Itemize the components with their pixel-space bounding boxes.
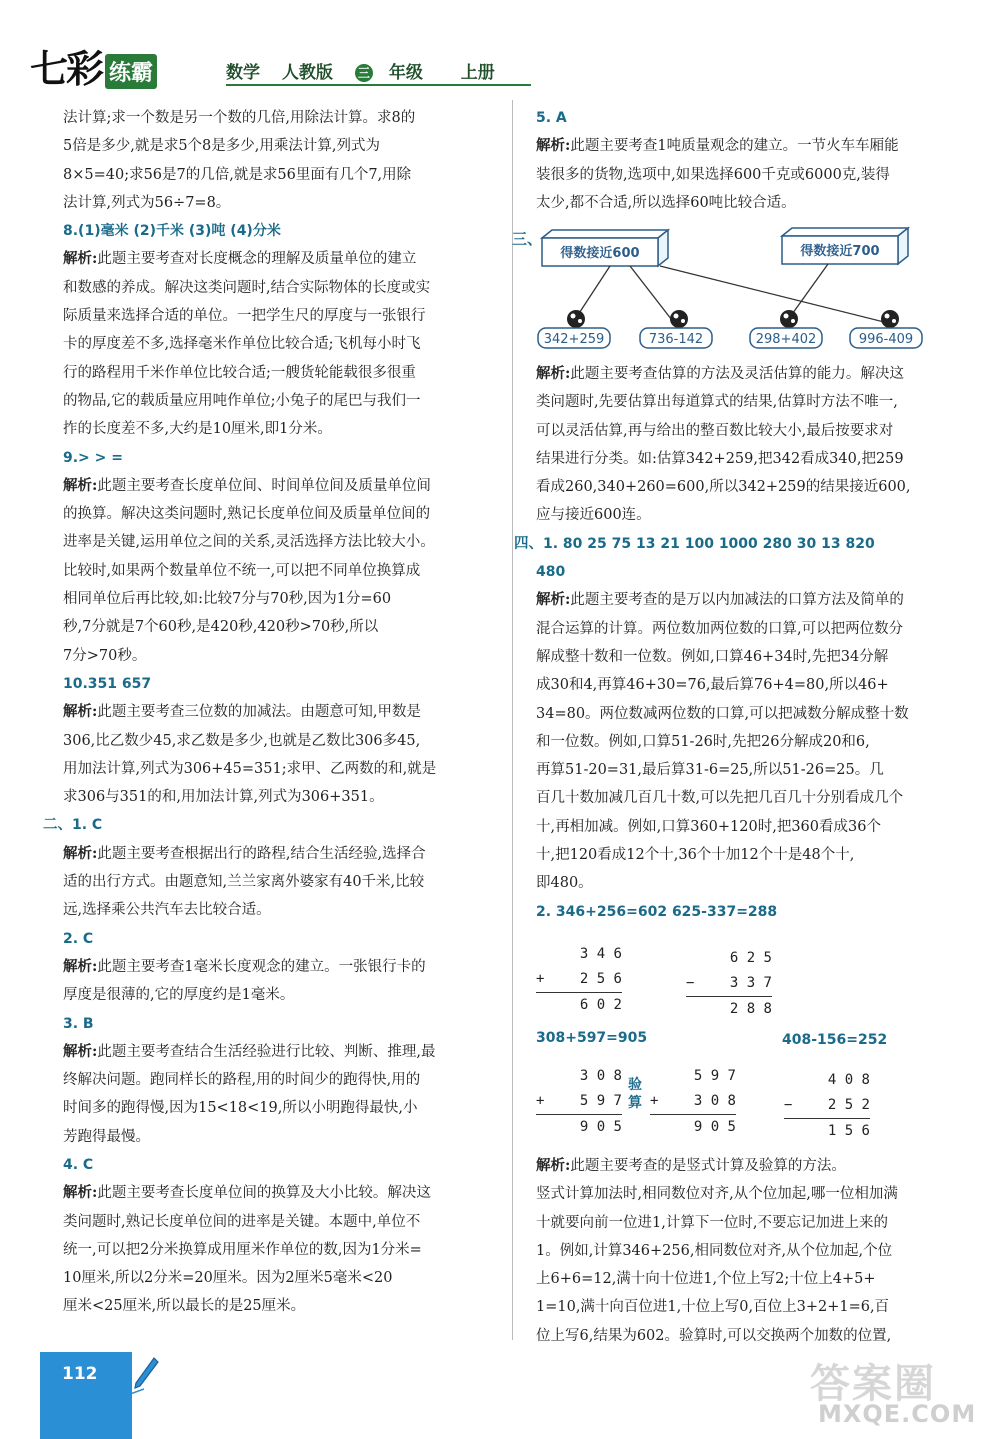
edition: 人教版	[281, 63, 333, 83]
text-line: 解成整十数和一位数。例如,口算46+34时,先把34分解	[536, 648, 889, 665]
volume: 上册	[460, 63, 495, 83]
text-line: 的换算。解决这类问题时,熟记长度单位间及质量单位间的	[63, 506, 431, 523]
calc-625-337	[686, 946, 772, 1022]
text-line: 的物品,它的载质量应用吨作单位;小兔子的尾巴与我们一	[63, 392, 421, 409]
answer-2-3: 3. B	[63, 1015, 94, 1032]
text-line: 位上写6,结果为602。验算时,可以交换两个加数的位置,	[536, 1327, 892, 1344]
calc-mid-row	[650, 1089, 736, 1114]
brand-logo	[30, 38, 157, 93]
answer-4-2: 2. 346+256=602 625-337=288	[536, 903, 778, 920]
text-line: 终解决问题。跑同样长的路程,用的时间少的跑得快,用的	[63, 1072, 421, 1089]
calc-top: 3 0 8	[579, 1068, 622, 1084]
box-700	[782, 228, 908, 264]
text-line: 1=10,满十向百位进1,十位上写0,百位上3+2+1=6,百	[536, 1299, 890, 1316]
answer-text: 1. 80 25 75 13 21 100 1000 280 30 13 820	[543, 535, 875, 552]
text-line: 混合运算的计算。两位数加两位数的口算,可以把两位数分	[536, 620, 904, 637]
text-line: 装很多的货物,选项中,如果选择600千克或6000克,装得	[536, 166, 890, 183]
text-line: 1。例如,计算346+256,相同数位对齐,从个位加起,个位	[536, 1242, 893, 1259]
expression: 298+402	[755, 332, 817, 347]
text-line: 相同单位后再比较,如:比较7分与70秒,因为1分=60	[63, 591, 392, 608]
vertical-calculations	[536, 942, 968, 1152]
analysis-label: 解析:	[536, 1157, 571, 1174]
text-line: 太少,都不合适,所以选择60吨比较合适。	[536, 194, 796, 211]
analysis-label: 解析:	[63, 1184, 98, 1202]
book-info	[226, 58, 511, 83]
text-line: 此题主要考查的是万以内加减法的口算方法及简单的	[570, 592, 904, 609]
text-line: 法计算,列式为56÷7=8。	[63, 194, 231, 211]
text-line: 上6+6=12,满十向十位进1,个位上写2;十位上4+5+	[536, 1271, 876, 1288]
analysis-label: 解析:	[63, 844, 98, 862]
calc-mid: 2 5 2	[827, 1097, 870, 1113]
text-line: 7分>70秒。	[63, 647, 147, 664]
analysis-label: 解析:	[63, 476, 98, 494]
calc-top: 5 9 7	[693, 1068, 736, 1084]
equation-408-156: 408-156=252	[782, 1032, 888, 1048]
text-line: 十,再相加减。例如,口算360+120时,把360看成36个	[536, 818, 881, 835]
calc-top: 3 4 6	[579, 946, 622, 962]
analysis-2-4	[63, 1179, 495, 1207]
calc-mid: 3 0 8	[693, 1093, 736, 1109]
subject: 数学	[226, 63, 260, 83]
logo-text: 七彩	[30, 47, 103, 91]
analysis-3	[536, 360, 968, 388]
analysis-label: 解析:	[63, 250, 98, 268]
text-line: 此题主要考查1毫米长度观念的建立。一张银行卡的	[97, 958, 426, 975]
text-line: 此题主要考查1吨质量观念的建立。一节火车车厢能	[570, 138, 899, 155]
calc-mid-row	[536, 967, 622, 992]
text-line: 5倍是多少,就是求5个8是多少,用乘法计算,列式为	[63, 138, 381, 155]
calc-top: 4 0 8	[827, 1072, 870, 1088]
text-line: 进率是关键,运用单位之间的关系,灵活选择方法比较大小。	[63, 534, 435, 551]
text-line: 和一位数。例如,口算51-26时,先把26分解成20和6,	[536, 733, 870, 750]
page-number: 112	[62, 1364, 98, 1384]
analysis-2-3	[63, 1038, 495, 1066]
calc-result: 2 8 8	[686, 996, 772, 1022]
text-line: 此题主要考查长度单位间的换算及大小比较。解决这	[97, 1185, 431, 1202]
text-line: 此题主要考查根据出行的路程,结合生活经验,选择合	[97, 845, 426, 862]
analysis-label: 解析:	[536, 591, 571, 609]
text-line: 秒,7分就是7个60秒,是420秒,420秒>70秒,所以	[63, 619, 379, 636]
text-line: 10厘米,所以2分米=20厘米。因为2厘米5毫米<20	[63, 1270, 393, 1287]
expression-cards	[538, 328, 922, 348]
pencil-icon	[130, 1356, 160, 1396]
right-column-bottom	[536, 1152, 968, 1350]
analysis-9	[63, 472, 495, 500]
answer-8: 8.(1)毫米 (2)千米 (3)吨 (4)分米	[63, 223, 281, 240]
watermark-title: 答案圈	[810, 1361, 936, 1407]
calc-op: −	[784, 1097, 793, 1113]
text-line: 适的出行方式。由题意知,兰兰家离外婆家有40千米,比较	[63, 874, 425, 891]
text-line: 应与接近600连。	[536, 507, 651, 524]
calc-op: +	[536, 1093, 545, 1109]
right-column-middle	[514, 360, 968, 926]
text-line: 类问题时,熟记长度单位间的进率是关键。本题中,单位不	[63, 1213, 421, 1230]
connecting-lines	[572, 264, 892, 324]
analysis-label: 解析:	[63, 703, 98, 721]
header-rule	[226, 84, 531, 86]
answer-2-4: 4. C	[63, 1156, 94, 1173]
check-label: 验算	[628, 1077, 642, 1111]
section-number: 三、	[512, 230, 543, 248]
calc-346-256	[536, 942, 622, 1018]
answer-text: 1. C	[72, 817, 103, 834]
text-line: 即480。	[536, 875, 593, 892]
analysis-2-5	[536, 132, 968, 160]
text-line: 法计算;求一个数是另一个数的几倍,用除法计算。求8的	[63, 110, 416, 126]
analysis-label: 解析:	[536, 365, 571, 382]
analysis-label: 解析:	[536, 137, 571, 155]
text-line: 34=80。两位数减两位数的口算,可以把减数分解成整十数	[536, 705, 909, 722]
grade-number-badge: 三	[355, 64, 373, 82]
text-line: 此题主要考查三位数的加减法。由题意可知,甲数是	[97, 704, 421, 721]
text-line: 十就要向前一位进1,计算下一位时,不要忘记加进上来的	[536, 1214, 888, 1231]
analysis-8	[63, 245, 495, 273]
text-line: 十,把120看成12个十,36个十加12个十是48个十,	[536, 847, 855, 864]
text-line: 统一,可以把2分米换算成用厘米作单位的数,因为1分米=	[63, 1241, 422, 1258]
calc-result: 9 0 5	[650, 1114, 736, 1140]
text-line: 时间多的跑得慢,因为15<18<19,所以小明跑得最快,小	[63, 1100, 418, 1117]
right-column-top	[536, 104, 968, 217]
text-line: 远,选择乘公共汽车去比较合适。	[63, 902, 271, 919]
matching-diagram	[510, 224, 950, 354]
text-line: 芳跑得最慢。	[63, 1128, 150, 1145]
expression: 342+259	[543, 332, 605, 347]
box-label: 得数接近600	[560, 246, 640, 261]
analysis-label: 解析:	[63, 957, 98, 975]
answer-4-1	[514, 530, 968, 558]
calc-op: −	[686, 975, 695, 991]
text-line: 看成260,340+260=600,所以342+259的结果接近600,	[536, 479, 911, 496]
text-line: 和数感的养成。解决这类问题时,结合实际物体的长度或实	[63, 279, 431, 296]
answer-10: 10.351 657	[63, 675, 152, 692]
logo-box: 练霸	[105, 54, 157, 89]
analysis-4-1	[536, 586, 968, 614]
calc-mid: 5 9 7	[579, 1093, 622, 1109]
answer-2-1	[43, 811, 495, 839]
text-line: 际质量来选择合适的单位。一把学生尺的厚度与一张银行	[63, 308, 426, 325]
answer-4-1-cont: 480	[536, 564, 566, 581]
expression: 736-142	[648, 332, 704, 347]
calc-308-597	[536, 1064, 622, 1140]
grade	[355, 63, 439, 83]
calc-mid: 3 3 7	[729, 975, 772, 991]
text-line: 此题主要考查估算的方法及灵活估算的能力。解决这	[570, 366, 904, 382]
text-line: 厚度是很薄的,它的厚度约是1毫米。	[63, 987, 295, 1004]
analysis-4-2	[536, 1152, 968, 1180]
section-number: 二、	[43, 817, 72, 834]
text-line: 厘米<25厘米,所以最长的是25厘米。	[63, 1298, 306, 1315]
calc-mid-row	[686, 971, 772, 996]
text-line: 百几十数加减几百几十数,可以先把几百几十分别看成几个	[536, 790, 904, 807]
section-number: 四、	[514, 535, 543, 552]
calc-mid: 2 5 6	[579, 971, 622, 987]
expression: 996-409	[858, 332, 914, 347]
calc-408-156	[784, 1068, 870, 1144]
text-line: 此题主要考查对长度概念的理解及质量单位的建立	[97, 251, 417, 268]
equation-308-597: 308+597=905	[536, 1030, 648, 1046]
text-line: 成30和4,再算46+30=76,最后算76+4=80,所以46+	[536, 677, 889, 694]
analysis-2-1	[63, 840, 495, 868]
text-line: 此题主要考查的是竖式计算及验算的方法。	[570, 1158, 846, 1174]
calc-result: 1 5 6	[784, 1118, 870, 1144]
text-line: 比较时,如果两个数量单位不统一,可以把不同单位换算成	[63, 562, 421, 579]
calc-result: 9 0 5	[536, 1114, 622, 1140]
analysis-10	[63, 698, 495, 726]
text-line: 竖式计算加法时,相同数位对齐,从个位加起,哪一位相加满	[536, 1186, 898, 1203]
box-label: 得数接近700	[800, 244, 880, 259]
answer-2-5: 5. A	[536, 110, 567, 126]
text-line: 类问题时,先要估算出每道算式的结果,估算时方法不唯一,	[536, 394, 898, 411]
answer-2-2: 2. C	[63, 930, 94, 947]
page-header	[30, 36, 510, 92]
calc-top: 6 2 5	[729, 950, 772, 966]
text-line: 8×5=40;求56是7的几倍,就是求56里面有几个7,用除	[63, 166, 412, 183]
text-line: 此题主要考查结合生活经验进行比较、判断、推理,最	[97, 1043, 436, 1060]
analysis-2-2	[63, 953, 495, 981]
calc-597-308	[650, 1064, 736, 1140]
box-600	[542, 230, 668, 266]
calc-op: +	[650, 1093, 659, 1109]
text-line: 可以灵活估算,再与给出的整百数比较大小,最后按要求对	[536, 422, 894, 439]
text-line: 行的路程用千米作单位比较合适;一艘货轮能载很多很重	[63, 364, 416, 381]
text-line: 结果进行分类。如:估算342+259,把342看成340,把259	[536, 450, 904, 467]
grade-label: 年级	[388, 63, 423, 83]
calc-op: +	[536, 971, 545, 987]
text-line: 卡的厚度差不多,选择毫米作单位比较合适;飞机每小时飞	[63, 336, 421, 353]
analysis-label: 解析:	[63, 1042, 98, 1060]
watermark-url: MXQE.COM	[818, 1400, 977, 1428]
text-line: 再算51-20=31,最后算31-6=25,所以51-26=25。几	[536, 762, 884, 779]
text-line: 求306与351的和,用加法计算,列式为306+351。	[63, 789, 384, 806]
calc-mid-row	[784, 1093, 870, 1118]
calc-mid-row	[536, 1089, 622, 1114]
page-number-tab	[40, 1352, 132, 1439]
calc-result: 6 0 2	[536, 992, 622, 1018]
text-line: 306,比乙数少45,求乙数是多少,也就是乙数比306多45,	[63, 732, 421, 749]
left-column	[43, 104, 495, 1321]
text-line: 此题主要考查长度单位间、时间单位间及质量单位间	[97, 477, 431, 494]
text-line: 拃的长度差不多,大约是10厘米,即1分米。	[63, 421, 332, 438]
answer-9: 9.> > =	[63, 449, 123, 466]
watermark	[800, 1352, 990, 1432]
text-line: 用加法计算,列式为306+45=351;求甲、乙两数的和,就是	[63, 760, 437, 777]
